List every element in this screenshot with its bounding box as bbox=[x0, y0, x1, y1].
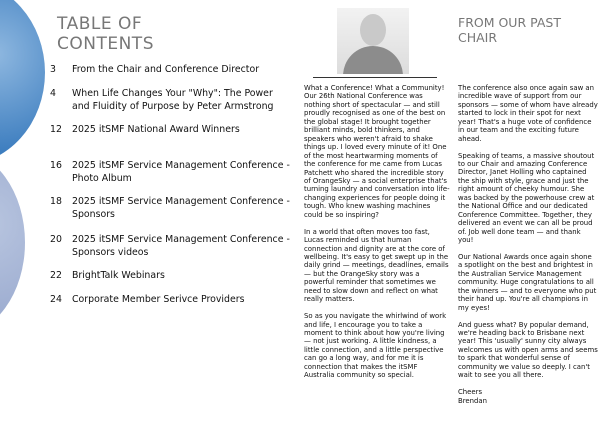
paragraph: What a Conference! What a Community! Our 26th National Conference was nothing short of spectacular — and still proudly recognised as one of the best on the global stage! It brought together brilliant minds, bold thinkers, and speakers who weren't afraid to shake things up. I loved every minute of it! One of the most heartwarming moments of the conference for me came from Lucas Patchett who shared the incredible story of OrangeSky — a social enterprise that's turning laundry and conversation into life-changing experiences for people doing it tough. Who knew washing machines could be so inspiring? bbox=[304, 84, 450, 219]
toc-item[interactable] bbox=[50, 64, 290, 77]
toc-item[interactable] bbox=[50, 270, 290, 283]
toc-page-number: 4 bbox=[50, 88, 56, 99]
toc-item[interactable] bbox=[50, 88, 290, 113]
toc-item[interactable] bbox=[50, 196, 290, 221]
toc-label: 2025 itSMF Service Management Conference - Sponsors bbox=[72, 196, 290, 220]
toc-label: 2025 itSMF Service Management Conference - Sponsors videos bbox=[72, 234, 290, 258]
toc-page-number: 24 bbox=[50, 294, 62, 305]
paragraph: Our National Awards once again shone a spotlight on the best and brightest in the Australian Service Management community. Huge congratulations to all the winners — and to everyone who put their hand up. You're all champions in my eyes! bbox=[458, 252, 597, 312]
toc-label: BrightTalk Webinars bbox=[72, 270, 165, 281]
toc-item[interactable] bbox=[50, 124, 290, 137]
toc-item[interactable] bbox=[50, 294, 290, 307]
toc-item[interactable] bbox=[50, 160, 290, 185]
paragraph: And guess what? By popular demand, we're heading back to Brisbane next year! This 'usually' sunny city always welcomes us with open arms and seems to spark that wonderful sense of community we value so deeply. I can't wait to see you all there. bbox=[458, 320, 598, 380]
paragraph: Speaking of teams, a massive shoutout to our Chair and amazing Conference Director, Janet Holling who captained the ship with style, grace and just the right amount of cheeky humour. She was backed by the powerhouse crew at the National Office and our dedicated Conference Committee. Together, they delivered an event we can all be proud of. Job well done team — and thank you! bbox=[458, 151, 595, 245]
paragraph: The conference also once again saw an incredible wave of support from our sponsors — some of whom have already started to lock in their spot for next year! That's a huge vote of confidence in our team and the exciting future ahead. bbox=[458, 84, 598, 143]
decorative-blue-circle bbox=[0, 0, 45, 165]
toc-title: TABLE OF CONTENTS bbox=[57, 14, 154, 54]
chair-photo bbox=[337, 8, 409, 74]
toc-page-number: 22 bbox=[50, 270, 62, 281]
article-column-1 bbox=[304, 84, 450, 388]
toc-item[interactable] bbox=[50, 234, 290, 259]
toc-label: From the Chair and Conference Director bbox=[72, 64, 260, 75]
decorative-gray-circle bbox=[0, 150, 25, 335]
toc-page-number: 16 bbox=[50, 160, 62, 171]
toc-label: Corporate Member Serivce Providers bbox=[72, 294, 245, 305]
toc-page-number: 18 bbox=[50, 196, 62, 207]
toc-page-number: 20 bbox=[50, 234, 62, 245]
chair-section-title: FROM OUR PAST CHAIR bbox=[458, 15, 561, 45]
signoff: Cheers bbox=[458, 388, 483, 397]
paragraph: So as you navigate the whirlwind of work and life, I encourage you to take a moment to think about how you're living — not just working. A little kindness, a little connection, and a little perspective can go a long way, and for me it is connection that makes the itSMF Australia community so special. bbox=[304, 312, 447, 380]
divider bbox=[313, 77, 437, 78]
toc-label: 2025 itSMF National Award Winners bbox=[72, 124, 240, 135]
author-name: Brendan bbox=[458, 396, 487, 405]
paragraph: In a world that often moves too fast, Lucas reminded us that human connection and dignity are at the core of wellbeing. It's easy to get swept up in the daily grind — meetings, deadlines, emails — but the OrangeSky story was a powerful reminder that sometimes we need to slow down and reflect on what really matters. bbox=[304, 227, 449, 304]
toc-page-number: 12 bbox=[50, 124, 62, 135]
article-column-2 bbox=[458, 84, 598, 405]
toc-page-number: 3 bbox=[50, 64, 56, 75]
toc-label: When Life Changes Your "Why": The Power and Fluidity of Purpose by Peter Armstrong bbox=[72, 88, 274, 112]
toc-label: 2025 itSMF Service Management Conference - Photo Album bbox=[72, 160, 290, 184]
